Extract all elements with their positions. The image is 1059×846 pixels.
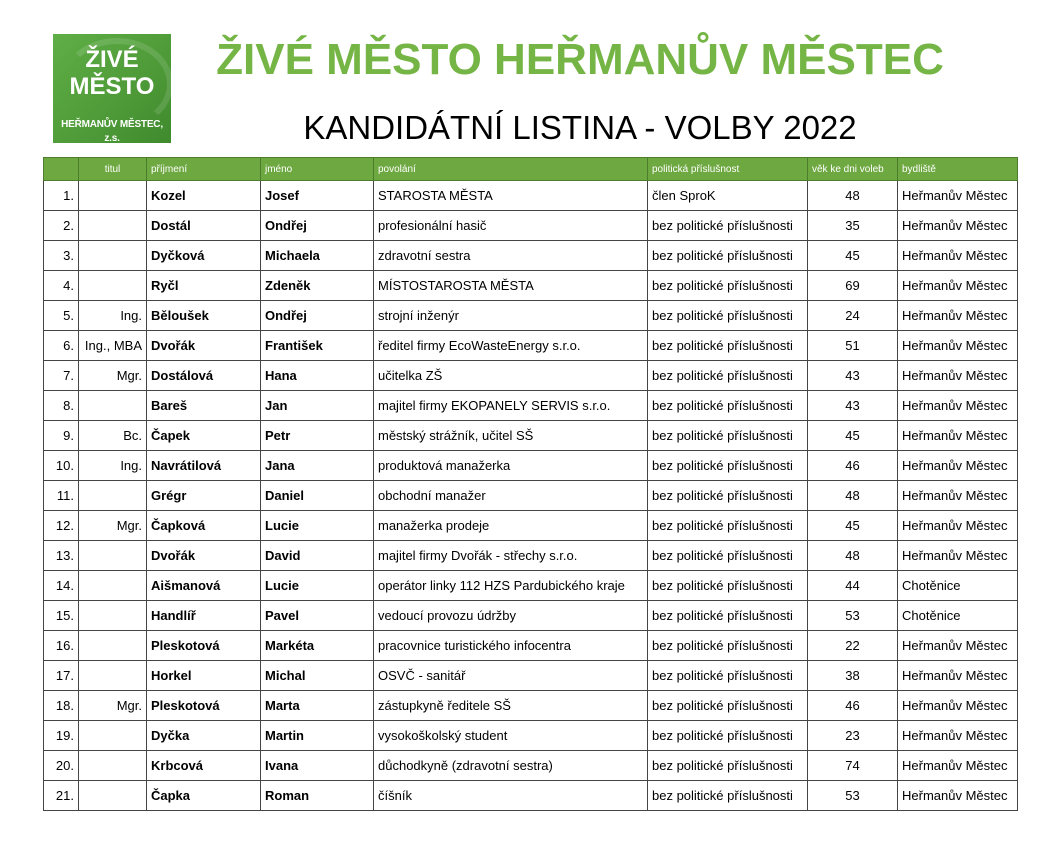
cell-vek: 38: [808, 661, 898, 691]
cell-titul: Ing.: [79, 301, 147, 331]
cell-titul: [79, 481, 147, 511]
page-subtitle: KANDIDÁTNÍ LISTINA - VOLBY 2022: [303, 109, 857, 146]
cell-titul: [79, 241, 147, 271]
cell-bydliste: Heřmanův Městec: [898, 181, 1018, 211]
cell-vek: 46: [808, 691, 898, 721]
cell-titul: [79, 181, 147, 211]
cell-jmeno: Jan: [261, 391, 374, 421]
table-row: [44, 511, 1018, 541]
cell-prijmeni: Kozel: [147, 181, 261, 211]
cell-politicka-prislusnost: bez politické příslušnosti: [648, 391, 808, 421]
cell-number: 8.: [44, 391, 79, 421]
cell-prijmeni: Čapková: [147, 511, 261, 541]
col-header-vek: věk ke dni voleb: [808, 158, 898, 181]
cell-vek: 69: [808, 271, 898, 301]
table-row: [44, 271, 1018, 301]
cell-vek: 43: [808, 391, 898, 421]
cell-jmeno: Jana: [261, 451, 374, 481]
table-row: [44, 481, 1018, 511]
cell-prijmeni: Běloušek: [147, 301, 261, 331]
cell-prijmeni: Grégr: [147, 481, 261, 511]
cell-jmeno: Lucie: [261, 511, 374, 541]
table-row: [44, 751, 1018, 781]
cell-politicka-prislusnost: bez politické příslušnosti: [648, 451, 808, 481]
cell-prijmeni: Dyčka: [147, 721, 261, 751]
table-row: [44, 181, 1018, 211]
cell-bydliste: Heřmanův Městec: [898, 751, 1018, 781]
cell-titul: Bc.: [79, 421, 147, 451]
cell-jmeno: Hana: [261, 361, 374, 391]
table-row: [44, 631, 1018, 661]
cell-politicka-prislusnost: bez politické příslušnosti: [648, 721, 808, 751]
cell-povolani: profesionální hasič: [374, 211, 648, 241]
cell-politicka-prislusnost: bez politické příslušnosti: [648, 361, 808, 391]
cell-vek: 44: [808, 571, 898, 601]
table-row: [44, 571, 1018, 601]
cell-vek: 43: [808, 361, 898, 391]
cell-povolani: zdravotní sestra: [374, 241, 648, 271]
cell-number: 15.: [44, 601, 79, 631]
candidate-table: [43, 157, 1018, 811]
table-row: [44, 451, 1018, 481]
cell-prijmeni: Dvořák: [147, 541, 261, 571]
table-header-row: [44, 158, 1018, 181]
cell-povolani: ředitel firmy EcoWasteEnergy s.r.o.: [374, 331, 648, 361]
cell-prijmeni: Ryčl: [147, 271, 261, 301]
cell-vek: 74: [808, 751, 898, 781]
cell-titul: Mgr.: [79, 511, 147, 541]
cell-titul: [79, 271, 147, 301]
cell-bydliste: Heřmanův Městec: [898, 271, 1018, 301]
cell-povolani: obchodní manažer: [374, 481, 648, 511]
cell-jmeno: Marta: [261, 691, 374, 721]
cell-number: 12.: [44, 511, 79, 541]
cell-titul: [79, 721, 147, 751]
table-row: [44, 301, 1018, 331]
table-row: [44, 241, 1018, 271]
cell-jmeno: Michaela: [261, 241, 374, 271]
cell-titul: Mgr.: [79, 361, 147, 391]
cell-politicka-prislusnost: člen SproK: [648, 181, 808, 211]
cell-politicka-prislusnost: bez politické příslušnosti: [648, 271, 808, 301]
cell-politicka-prislusnost: bez politické příslušnosti: [648, 421, 808, 451]
cell-povolani: majitel firmy EKOPANELY SERVIS s.r.o.: [374, 391, 648, 421]
cell-vek: 46: [808, 451, 898, 481]
cell-vek: 35: [808, 211, 898, 241]
cell-politicka-prislusnost: bez politické příslušnosti: [648, 211, 808, 241]
cell-number: 5.: [44, 301, 79, 331]
cell-politicka-prislusnost: bez politické příslušnosti: [648, 691, 808, 721]
cell-bydliste: Heřmanův Městec: [898, 391, 1018, 421]
cell-bydliste: Heřmanův Městec: [898, 301, 1018, 331]
cell-number: 14.: [44, 571, 79, 601]
cell-jmeno: Martin: [261, 721, 374, 751]
cell-bydliste: Heřmanův Městec: [898, 361, 1018, 391]
cell-titul: [79, 751, 147, 781]
cell-number: 9.: [44, 421, 79, 451]
cell-vek: 51: [808, 331, 898, 361]
cell-politicka-prislusnost: bez politické příslušnosti: [648, 751, 808, 781]
cell-prijmeni: Čapek: [147, 421, 261, 451]
cell-povolani: MÍSTOSTAROSTA MĚSTA: [374, 271, 648, 301]
cell-jmeno: Markéta: [261, 631, 374, 661]
cell-povolani: produktová manažerka: [374, 451, 648, 481]
cell-vek: 48: [808, 181, 898, 211]
cell-titul: [79, 541, 147, 571]
table-row: [44, 541, 1018, 571]
cell-number: 7.: [44, 361, 79, 391]
cell-jmeno: Lucie: [261, 571, 374, 601]
cell-politicka-prislusnost: bez politické příslušnosti: [648, 631, 808, 661]
cell-number: 16.: [44, 631, 79, 661]
table-row: [44, 391, 1018, 421]
cell-number: 3.: [44, 241, 79, 271]
table-row: [44, 661, 1018, 691]
cell-prijmeni: Dostál: [147, 211, 261, 241]
cell-politicka-prislusnost: bez politické příslušnosti: [648, 661, 808, 691]
cell-number: 2.: [44, 211, 79, 241]
cell-politicka-prislusnost: bez politické příslušnosti: [648, 601, 808, 631]
cell-povolani: číšník: [374, 781, 648, 811]
cell-titul: [79, 781, 147, 811]
cell-vek: 53: [808, 781, 898, 811]
cell-jmeno: Pavel: [261, 601, 374, 631]
cell-bydliste: Heřmanův Městec: [898, 481, 1018, 511]
cell-jmeno: David: [261, 541, 374, 571]
cell-bydliste: Chotěnice: [898, 601, 1018, 631]
cell-povolani: operátor linky 112 HZS Pardubického kraje: [374, 571, 648, 601]
cell-number: 18.: [44, 691, 79, 721]
cell-jmeno: Josef: [261, 181, 374, 211]
cell-vek: 45: [808, 511, 898, 541]
col-header-jmeno: jméno: [261, 158, 374, 181]
cell-jmeno: Zdeněk: [261, 271, 374, 301]
cell-prijmeni: Pleskotová: [147, 691, 261, 721]
cell-vek: 53: [808, 601, 898, 631]
cell-bydliste: Heřmanův Městec: [898, 691, 1018, 721]
cell-prijmeni: Čapka: [147, 781, 261, 811]
cell-povolani: strojní inženýr: [374, 301, 648, 331]
cell-jmeno: Petr: [261, 421, 374, 451]
cell-povolani: majitel firmy Dvořák - střechy s.r.o.: [374, 541, 648, 571]
cell-povolani: učitelka ZŠ: [374, 361, 648, 391]
cell-jmeno: Roman: [261, 781, 374, 811]
cell-number: 21.: [44, 781, 79, 811]
cell-vek: 45: [808, 421, 898, 451]
cell-bydliste: Heřmanův Městec: [898, 781, 1018, 811]
logo-line-3: HEŘMANŮV MĚSTEC, z.s.: [61, 119, 163, 144]
cell-jmeno: Daniel: [261, 481, 374, 511]
logo-line-2: MĚSTO: [69, 73, 155, 100]
cell-number: 13.: [44, 541, 79, 571]
cell-prijmeni: Aišmanová: [147, 571, 261, 601]
cell-vek: 48: [808, 481, 898, 511]
organization-logo: [53, 34, 171, 143]
cell-bydliste: Heřmanův Městec: [898, 451, 1018, 481]
col-header-number: [44, 158, 79, 181]
cell-number: 6.: [44, 331, 79, 361]
col-header-bydliste: bydliště: [898, 158, 1018, 181]
cell-bydliste: Heřmanův Městec: [898, 211, 1018, 241]
cell-jmeno: Ivana: [261, 751, 374, 781]
cell-povolani: vedoucí provozu údržby: [374, 601, 648, 631]
cell-titul: [79, 391, 147, 421]
cell-bydliste: Heřmanův Městec: [898, 421, 1018, 451]
cell-bydliste: Heřmanův Městec: [898, 541, 1018, 571]
cell-number: 11.: [44, 481, 79, 511]
cell-vek: 23: [808, 721, 898, 751]
logo-line-1: ŽIVÉ: [85, 46, 139, 73]
cell-vek: 24: [808, 301, 898, 331]
cell-number: 10.: [44, 451, 79, 481]
cell-titul: Ing., MBA: [79, 331, 147, 361]
cell-povolani: důchodkyně (zdravotní sestra): [374, 751, 648, 781]
cell-prijmeni: Pleskotová: [147, 631, 261, 661]
cell-povolani: zástupkyně ředitele SŠ: [374, 691, 648, 721]
cell-jmeno: František: [261, 331, 374, 361]
cell-bydliste: Heřmanův Městec: [898, 331, 1018, 361]
cell-prijmeni: Horkel: [147, 661, 261, 691]
cell-jmeno: Ondřej: [261, 301, 374, 331]
cell-titul: [79, 601, 147, 631]
cell-number: 19.: [44, 721, 79, 751]
col-header-povolani: povolání: [374, 158, 648, 181]
cell-bydliste: Heřmanův Městec: [898, 511, 1018, 541]
table-row: [44, 361, 1018, 391]
cell-povolani: OSVČ - sanitář: [374, 661, 648, 691]
cell-titul: [79, 661, 147, 691]
cell-prijmeni: Krbcová: [147, 751, 261, 781]
cell-number: 17.: [44, 661, 79, 691]
cell-politicka-prislusnost: bez politické příslušnosti: [648, 511, 808, 541]
cell-povolani: vysokoškolský student: [374, 721, 648, 751]
cell-bydliste: Heřmanův Městec: [898, 241, 1018, 271]
cell-bydliste: Heřmanův Městec: [898, 721, 1018, 751]
cell-titul: [79, 211, 147, 241]
table-row: [44, 721, 1018, 751]
cell-titul: [79, 571, 147, 601]
col-header-titul: titul: [79, 158, 147, 181]
table-row: [44, 421, 1018, 451]
cell-number: 1.: [44, 181, 79, 211]
cell-prijmeni: Dyčková: [147, 241, 261, 271]
cell-prijmeni: Bareš: [147, 391, 261, 421]
cell-politicka-prislusnost: bez politické příslušnosti: [648, 541, 808, 571]
table-row: [44, 331, 1018, 361]
cell-politicka-prislusnost: bez politické příslušnosti: [648, 481, 808, 511]
table-row: [44, 691, 1018, 721]
cell-titul: Mgr.: [79, 691, 147, 721]
table-row: [44, 781, 1018, 811]
cell-povolani: pracovnice turistického infocentra: [374, 631, 648, 661]
cell-politicka-prislusnost: bez politické příslušnosti: [648, 781, 808, 811]
cell-prijmeni: Dvořák: [147, 331, 261, 361]
cell-politicka-prislusnost: bez politické příslušnosti: [648, 301, 808, 331]
cell-jmeno: Ondřej: [261, 211, 374, 241]
cell-povolani: STAROSTA MĚSTA: [374, 181, 648, 211]
col-header-politicka-prislusnost: politická příslušnost: [648, 158, 808, 181]
cell-prijmeni: Dostálová: [147, 361, 261, 391]
cell-prijmeni: Handlíř: [147, 601, 261, 631]
cell-bydliste: Heřmanův Městec: [898, 661, 1018, 691]
cell-prijmeni: Navrátilová: [147, 451, 261, 481]
cell-jmeno: Michal: [261, 661, 374, 691]
cell-vek: 22: [808, 631, 898, 661]
cell-vek: 48: [808, 541, 898, 571]
cell-bydliste: Heřmanův Městec: [898, 631, 1018, 661]
cell-number: 4.: [44, 271, 79, 301]
cell-politicka-prislusnost: bez politické příslušnosti: [648, 241, 808, 271]
cell-number: 20.: [44, 751, 79, 781]
cell-povolani: městský strážník, učitel SŠ: [374, 421, 648, 451]
col-header-prijmeni: příjmení: [147, 158, 261, 181]
cell-titul: [79, 631, 147, 661]
cell-povolani: manažerka prodeje: [374, 511, 648, 541]
cell-vek: 45: [808, 241, 898, 271]
table-row: [44, 211, 1018, 241]
cell-titul: Ing.: [79, 451, 147, 481]
page-title: ŽIVÉ MĚSTO HEŘMANŮV MĚSTEC: [216, 35, 944, 84]
cell-bydliste: Chotěnice: [898, 571, 1018, 601]
cell-politicka-prislusnost: bez politické příslušnosti: [648, 331, 808, 361]
cell-politicka-prislusnost: bez politické příslušnosti: [648, 571, 808, 601]
table-row: [44, 601, 1018, 631]
